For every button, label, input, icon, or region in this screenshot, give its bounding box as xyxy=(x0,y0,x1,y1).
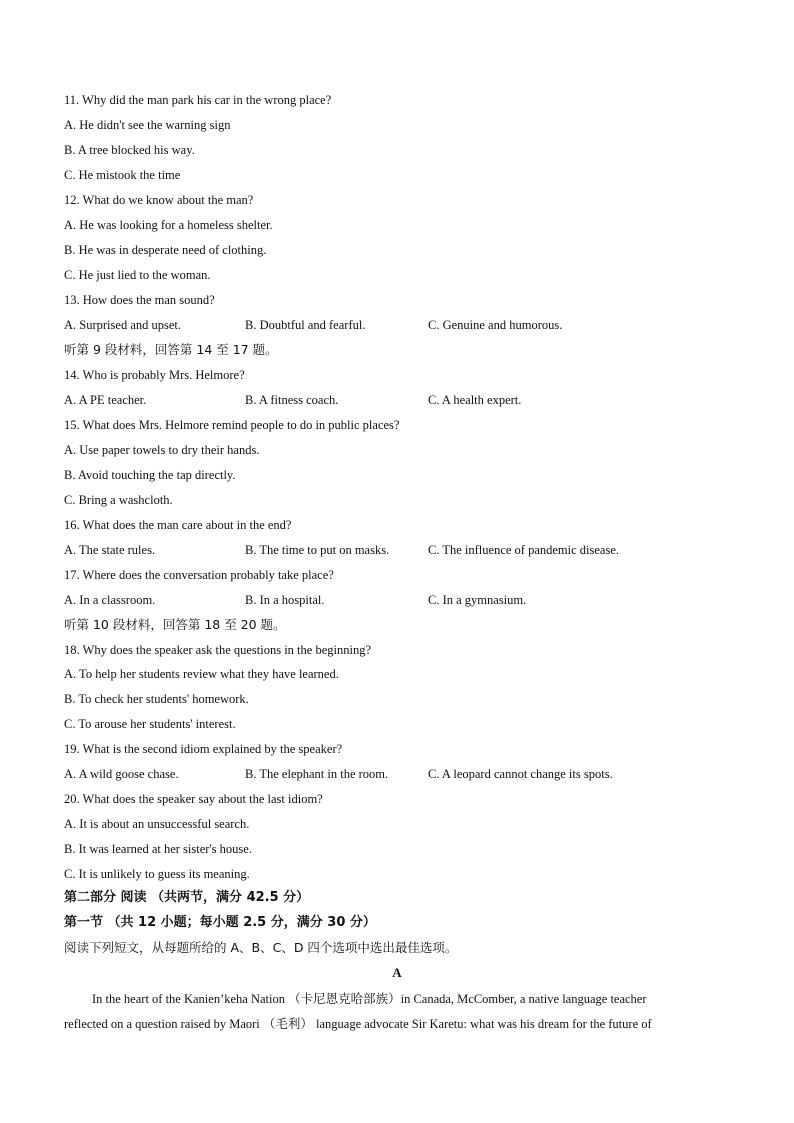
question-13-option-b: B. Doubtful and fearful. xyxy=(245,318,366,332)
question-11-option-a: A. He didn't see the warning sign xyxy=(64,118,231,132)
question-13-option-c: C. Genuine and humorous. xyxy=(428,318,563,332)
question-14-stem: 14. Who is probably Mrs. Helmore? xyxy=(64,368,245,382)
question-20-option-a: A. It is about an unsuccessful search. xyxy=(64,817,250,831)
question-17-stem: 17. Where does the conversation probably take place? xyxy=(64,568,334,582)
question-12-stem: 12. What do we know about the man? xyxy=(64,193,254,207)
question-13-stem: 13. How does the man sound? xyxy=(64,293,215,307)
question-19-option-b: B. The elephant in the room. xyxy=(245,767,389,781)
question-13-option-a: A. Surprised and upset. xyxy=(64,318,181,332)
question-12-option-a: A. He was looking for a homeless shelter. xyxy=(64,218,273,232)
question-11-stem: 11. Why did the man park his car in the wrong place? xyxy=(64,93,332,107)
question-16-option-a: A. The state rules. xyxy=(64,543,156,557)
part-2-heading: 第二部分 阅读 （共两节，满分 42.5 分） xyxy=(64,890,310,905)
section-10-instruction: 听第 10 段材料，回答第 18 至 20 题。 xyxy=(64,617,286,632)
question-12-option-c: C. He just lied to the woman. xyxy=(64,268,211,282)
question-11-option-b: B. A tree blocked his way. xyxy=(64,143,195,157)
question-15-option-b: B. Avoid touching the tap directly. xyxy=(64,468,236,482)
question-11-option-c: C. He mistook the time xyxy=(64,168,181,182)
question-15-stem: 15. What does Mrs. Helmore remind people to do in public places? xyxy=(64,418,400,432)
question-18-option-b: B. To check her students' homework. xyxy=(64,692,249,706)
question-18-option-a: A. To help her students review what they have learned. xyxy=(64,667,339,681)
question-18-option-c: C. To arouse her students' interest. xyxy=(64,717,236,731)
question-16-stem: 16. What does the man care about in the end? xyxy=(64,518,292,532)
section-1-heading: 第一节 （共 12 小题；每小题 2.5 分，满分 30 分） xyxy=(64,915,376,930)
question-15-option-a: A. Use paper towels to dry their hands. xyxy=(64,443,260,457)
question-20-stem: 20. What does the speaker say about the last idiom? xyxy=(64,792,323,806)
reading-instruction: 阅读下列短文，从每题所给的 A、B、C、D 四个选项中选出最佳选项。 xyxy=(64,940,458,955)
question-16-option-b: B. The time to put on masks. xyxy=(245,543,390,557)
question-19-stem: 19. What is the second idiom explained by the speaker? xyxy=(64,742,343,756)
question-19-option-c: C. A leopard cannot change its spots. xyxy=(428,767,613,781)
question-17-option-a: A. In a classroom. xyxy=(64,593,156,607)
question-14-option-a: A. A PE teacher. xyxy=(64,393,147,407)
question-12-option-b: B. He was in desperate need of clothing. xyxy=(64,243,267,257)
question-18-stem: 18. Why does the speaker ask the questions in the beginning? xyxy=(64,643,371,657)
question-17-option-c: C. In a gymnasium. xyxy=(428,593,527,607)
question-14-option-b: B. A fitness coach. xyxy=(245,393,339,407)
question-16-option-c: C. The influence of pandemic disease. xyxy=(428,543,620,557)
passage-label: A xyxy=(392,965,402,980)
passage-line-2: reflected on a question raised by Maori （毛利） language advocate Sir Karetu: what was his dream for the future of xyxy=(64,1017,652,1031)
question-20-option-b: B. It was learned at her sister's house. xyxy=(64,842,252,856)
passage-line-1: In the heart of the Kanien’keha Nation （卡尼恩克哈部族）in Canada, McComber, a native language teacher xyxy=(92,992,647,1006)
question-20-option-c: C. It is unlikely to guess its meaning. xyxy=(64,867,250,881)
question-15-option-c: C. Bring a washcloth. xyxy=(64,493,173,507)
section-9-instruction: 听第 9 段材料，回答第 14 至 17 题。 xyxy=(64,342,278,357)
question-19-option-a: A. A wild goose chase. xyxy=(64,767,179,781)
question-17-option-b: B. In a hospital. xyxy=(245,593,325,607)
question-14-option-c: C. A health expert. xyxy=(428,393,522,407)
